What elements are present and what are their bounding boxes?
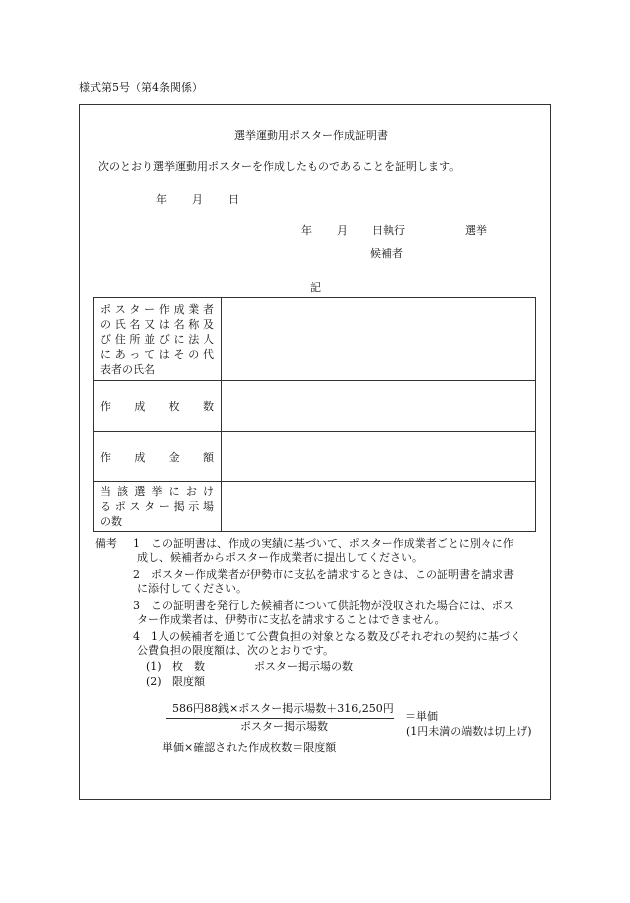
election-month: 月 bbox=[337, 224, 348, 237]
ki-label: 記 bbox=[310, 281, 321, 294]
row-label-poster-sites: 当該選挙におけ るポスター掲示場 の数 bbox=[100, 485, 214, 528]
item-1-value: ポスター掲示場の数 bbox=[254, 660, 353, 673]
form-number: 様式第5号（第4条関係） bbox=[79, 81, 203, 94]
notes-heading: 備考 bbox=[95, 537, 117, 550]
date-year: 年 bbox=[156, 193, 167, 206]
formula-limit: 単価×確認された作成枚数＝限度額 bbox=[162, 741, 337, 754]
formula-rounding-note: (1円未満の端数は切上げ) bbox=[406, 725, 532, 738]
row-label-quantity: 作成枚数 bbox=[100, 400, 214, 413]
item-2-label: 限度額 bbox=[172, 675, 205, 688]
formula-numerator: 586円88銭×ポスター掲示場数＋316,250円 bbox=[172, 702, 394, 715]
formula-denominator: ポスター掲示場数 bbox=[240, 720, 328, 733]
table-row-divider bbox=[94, 380, 535, 381]
note-2-line-1: 2 ポスター作成業者が伊勢市に支払を請求するときは、この証明書を請求書 bbox=[133, 568, 514, 581]
date-month: 月 bbox=[192, 193, 203, 206]
note-4-line-1: 4 1人の候補者を通じて公費負担の対象となる数及びそれぞれの契約に基づく bbox=[133, 630, 521, 643]
formula-result: ＝単価 bbox=[405, 710, 438, 723]
table-row-divider bbox=[94, 431, 535, 432]
certify-text: 次のとおり選挙運動用ポスターを作成したものであることを証明します。 bbox=[98, 160, 461, 173]
table-row-divider bbox=[94, 481, 535, 482]
candidate-label: 候補者 bbox=[370, 247, 403, 260]
note-3-line-1: 3 この証明書を発行した候補者について供託物が没収された場合には、ポス bbox=[133, 599, 514, 612]
item-2-number: (2) bbox=[146, 675, 162, 688]
certificate-table bbox=[93, 297, 536, 532]
row-label-contractor: ポスター作成業者 の氏名又は名称及 び住所並びに法人 にあってはその代 表者の氏名 bbox=[100, 303, 214, 376]
fraction-line bbox=[166, 718, 394, 719]
item-1-number: (1) bbox=[146, 660, 162, 673]
item-1-label: 枚 数 bbox=[172, 660, 205, 673]
election-held-day: 日執行 bbox=[372, 224, 405, 237]
election-label: 選挙 bbox=[465, 224, 487, 237]
note-4-line-2: 公費負担の限度額は、次のとおりです。 bbox=[137, 644, 335, 657]
form-title: 選挙運動用ポスター作成証明書 bbox=[234, 129, 388, 142]
note-2-line-2: に添付してください。 bbox=[137, 582, 247, 595]
note-3-line-2: ター作成業者は、伊勢市に支払を請求することはできません。 bbox=[137, 613, 446, 626]
note-1-line-2: 成し、候補者からポスター作成業者に提出してください。 bbox=[137, 551, 423, 564]
row-label-amount: 作成金額 bbox=[100, 451, 214, 464]
note-1-line-1: 1 この証明書は、作成の実績に基づいて、ポスター作成業者ごとに別々に作 bbox=[133, 537, 514, 550]
date-day: 日 bbox=[228, 193, 239, 206]
election-year: 年 bbox=[301, 224, 312, 237]
table-column-divider bbox=[221, 298, 222, 531]
